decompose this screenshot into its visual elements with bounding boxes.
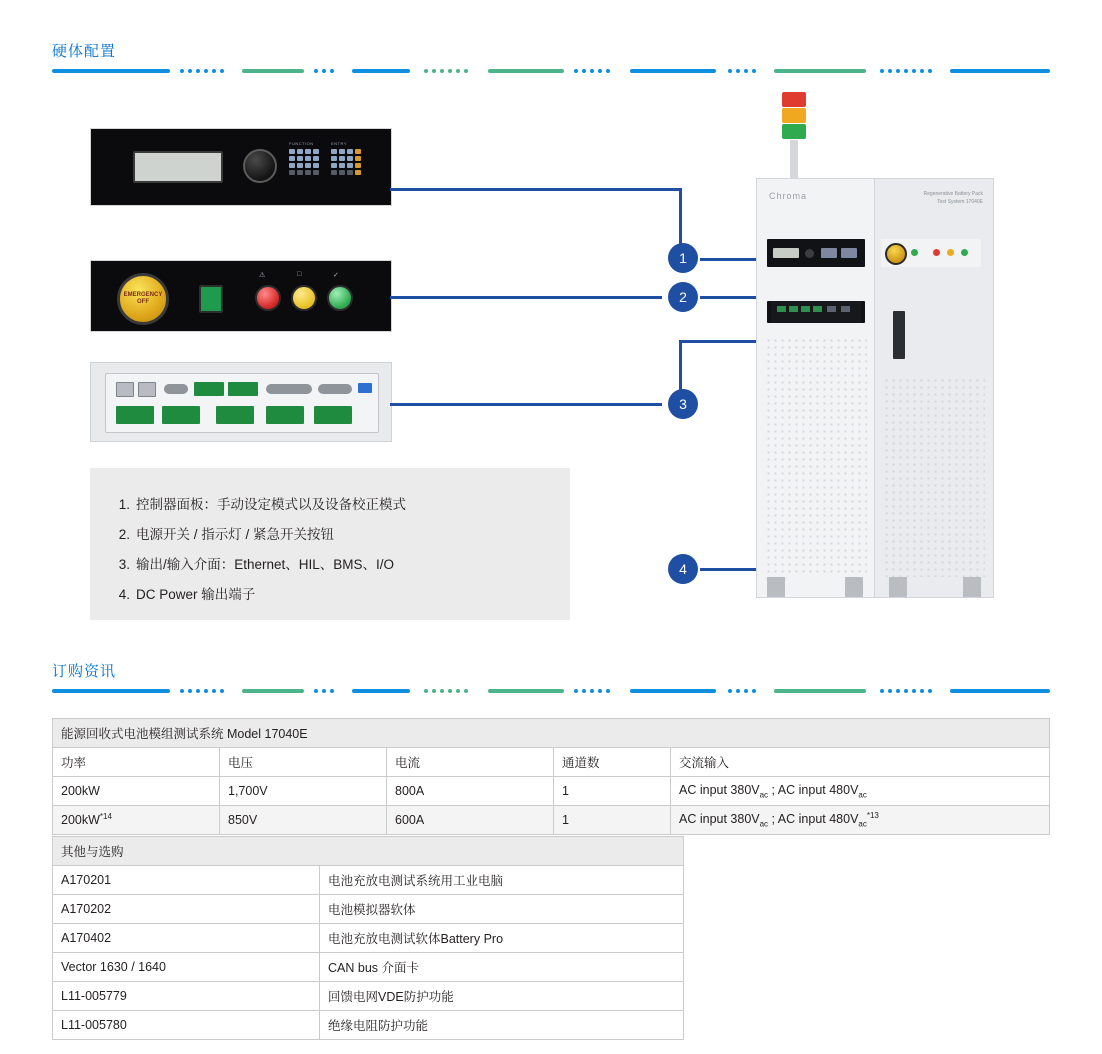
options-table <box>52 836 684 1040</box>
tower-light-red-icon <box>782 92 806 107</box>
dsub-connector-icon <box>164 384 188 394</box>
legend-box <box>90 468 570 620</box>
cabinet-lamp-green2-icon <box>961 249 968 256</box>
ac-input-a: AC input 380V <box>679 782 760 797</box>
cabinet-control-panel <box>767 239 865 267</box>
tower-light-amber-icon <box>782 108 806 123</box>
option-desc: 电池模拟器软体 <box>320 895 684 924</box>
option-code: L11-005779 <box>53 982 320 1011</box>
spec-cell-current: 800A <box>387 777 554 806</box>
option-code: A170201 <box>53 866 320 895</box>
ac-input-b-sub: ac <box>858 790 867 800</box>
ac-input-b-sub: ac <box>858 819 867 829</box>
option-code: Vector 1630 / 1640 <box>53 953 320 982</box>
cabinet-model-label-2: Test System 17040E <box>937 199 983 205</box>
cabinet-emergency-stop-icon <box>885 243 907 265</box>
photo-io-interface <box>90 362 392 442</box>
emergency-stop-icon: EMERGENCY OFF <box>117 273 169 325</box>
ac-input-b: AC input 480V <box>777 782 859 797</box>
spec-cell-channels: 1 <box>554 806 671 835</box>
spec-header-voltage: 电压 <box>220 748 387 777</box>
lcd-display-icon <box>133 151 223 183</box>
legend-item-4: DC Power 输出端子 <box>136 587 256 602</box>
terminal-block-icon <box>228 382 258 396</box>
hardware-section-title: 硬体配置 <box>52 43 117 60</box>
cabinet-vent-right <box>883 377 985 577</box>
table-row <box>53 982 684 1011</box>
terminal-block-icon <box>266 406 304 424</box>
keypad-function-icon <box>289 149 319 175</box>
spec-power-value: 200kW <box>61 813 100 828</box>
cabinet-foot <box>767 577 785 597</box>
ac-input-a: AC input 380V <box>679 812 760 827</box>
leader-line-1 <box>390 188 682 191</box>
cabinet-right-door <box>874 178 994 598</box>
table-row <box>53 866 684 895</box>
rotary-knob-icon <box>243 149 277 183</box>
callout-bullet-2: 2 <box>668 282 698 312</box>
terminal-block-icon <box>194 382 224 396</box>
callout-bullet-1: 1 <box>668 243 698 273</box>
callout-bullet-4: 4 <box>668 554 698 584</box>
option-code: L11-005780 <box>53 1011 320 1040</box>
table-row-title <box>53 719 1050 748</box>
ethernet-port-icon <box>116 382 134 397</box>
cabinet-model-label-1: Regenerative Battery Pack <box>923 191 983 197</box>
cabinet-illustration <box>744 92 1004 622</box>
status-chip-icon <box>358 383 372 393</box>
ac-input-note: *13 <box>866 811 879 821</box>
option-desc: 电池充放电测试软体Battery Pro <box>320 924 684 953</box>
spec-cell-channels: 1 <box>554 777 671 806</box>
spec-header-ac-input: 交流输入 <box>671 748 1050 777</box>
cabinet-keypad-icon <box>821 248 837 258</box>
cabinet-lcd-icon <box>773 248 799 258</box>
ac-input-sep: ; <box>768 812 778 827</box>
cabinet-door-handle <box>893 311 905 359</box>
table-row <box>53 895 684 924</box>
ethernet-port-icon <box>138 382 156 397</box>
specification-table <box>52 718 1050 835</box>
spec-cell-ac-input <box>671 806 1050 835</box>
rule-dots <box>180 69 224 73</box>
legend-item-1: 控制器面板：手动设定模式以及设备校正模式 <box>136 497 406 512</box>
dsub-connector-icon <box>318 384 352 394</box>
order-section-title: 订购资讯 <box>52 663 117 680</box>
cabinet-io-panel <box>767 301 865 323</box>
ac-input-a-sub: ac <box>759 819 769 829</box>
indicator-lamp-red-icon <box>255 285 281 311</box>
table-row <box>53 924 684 953</box>
io-card-body <box>105 373 379 433</box>
callout-bullet-3: 3 <box>668 389 698 419</box>
cabinet-lamp-red-icon <box>933 249 940 256</box>
hardware-divider-rule <box>52 66 1050 76</box>
spec-cell-voltage: 850V <box>220 806 387 835</box>
ac-input-a-sub: ac <box>759 790 769 800</box>
photo-controller-panel: FUNCTION ENTRY <box>90 128 392 206</box>
power-switch-icon <box>199 285 223 313</box>
terminal-block-icon <box>216 406 254 424</box>
option-desc: 绝缘电阻防护功能 <box>320 1011 684 1040</box>
cabinet-lamp-green-icon <box>911 249 918 256</box>
order-divider-rule <box>52 686 1050 696</box>
table-row-header <box>53 748 1050 777</box>
table-row <box>53 806 1050 835</box>
table-row-title <box>53 837 684 866</box>
spec-cell-ac-input <box>671 777 1050 806</box>
tower-light-green-icon <box>782 124 806 139</box>
spec-cell-current: 600A <box>387 806 554 835</box>
table-row <box>53 953 684 982</box>
cabinet-lamp-yellow-icon <box>947 249 954 256</box>
terminal-block-icon <box>162 406 200 424</box>
lamp-label-alarm-icon: ⚠ <box>259 272 266 279</box>
spec-header-current: 电流 <box>387 748 554 777</box>
indicator-lamp-green-icon <box>327 285 353 311</box>
option-desc: 电池充放电测试系统用工业电脑 <box>320 866 684 895</box>
leader-line-3 <box>390 403 662 406</box>
keypad-entry-icon <box>331 149 361 175</box>
spec-power-note: *14 <box>99 812 112 822</box>
table-row <box>53 777 1050 806</box>
lamp-label-run-icon: ✓ <box>333 272 339 279</box>
cabinet-keypad-icon <box>841 248 857 258</box>
cabinet-vent-left <box>765 337 867 577</box>
option-desc: 回馈电网VDE防护功能 <box>320 982 684 1011</box>
table-row <box>53 1011 684 1040</box>
option-desc: CAN bus 介面卡 <box>320 953 684 982</box>
spec-header-power: 功率 <box>53 748 220 777</box>
spec-header-channels: 通道数 <box>554 748 671 777</box>
legend-item-3: 输出/输入介面：Ethernet、HIL、BMS、I/O <box>136 557 395 572</box>
cabinet-foot <box>889 577 907 597</box>
cabinet-switch-panel <box>881 239 981 267</box>
dsub-connector-icon <box>266 384 312 394</box>
option-code: A170202 <box>53 895 320 924</box>
spec-table-title: 能源回收式电池模组测试系统 Model 17040E <box>53 719 1050 748</box>
cabinet-brand-label: Chroma <box>769 191 808 201</box>
option-code: A170402 <box>53 924 320 953</box>
cabinet-knob-icon <box>805 249 814 258</box>
terminal-block-icon <box>314 406 352 424</box>
cabinet-foot <box>963 577 981 597</box>
ac-input-b: AC input 480V <box>777 812 859 827</box>
spec-cell-power <box>53 806 220 835</box>
cabinet-left-door <box>756 178 876 598</box>
lamp-label-standby-icon: □ <box>297 271 302 278</box>
cabinet-foot <box>845 577 863 597</box>
spec-cell-voltage: 1,700V <box>220 777 387 806</box>
terminal-block-icon <box>116 406 154 424</box>
leader-line-2 <box>390 296 662 299</box>
indicator-lamp-yellow-icon <box>291 285 317 311</box>
ac-input-sep: ; <box>768 782 778 797</box>
legend-item-2: 电源开关 / 指示灯 / 紧急开关按钮 <box>136 527 335 542</box>
spec-cell-power: 200kW <box>53 777 220 806</box>
options-table-title: 其他与选购 <box>53 837 684 866</box>
photo-power-switch-panel <box>90 260 392 332</box>
